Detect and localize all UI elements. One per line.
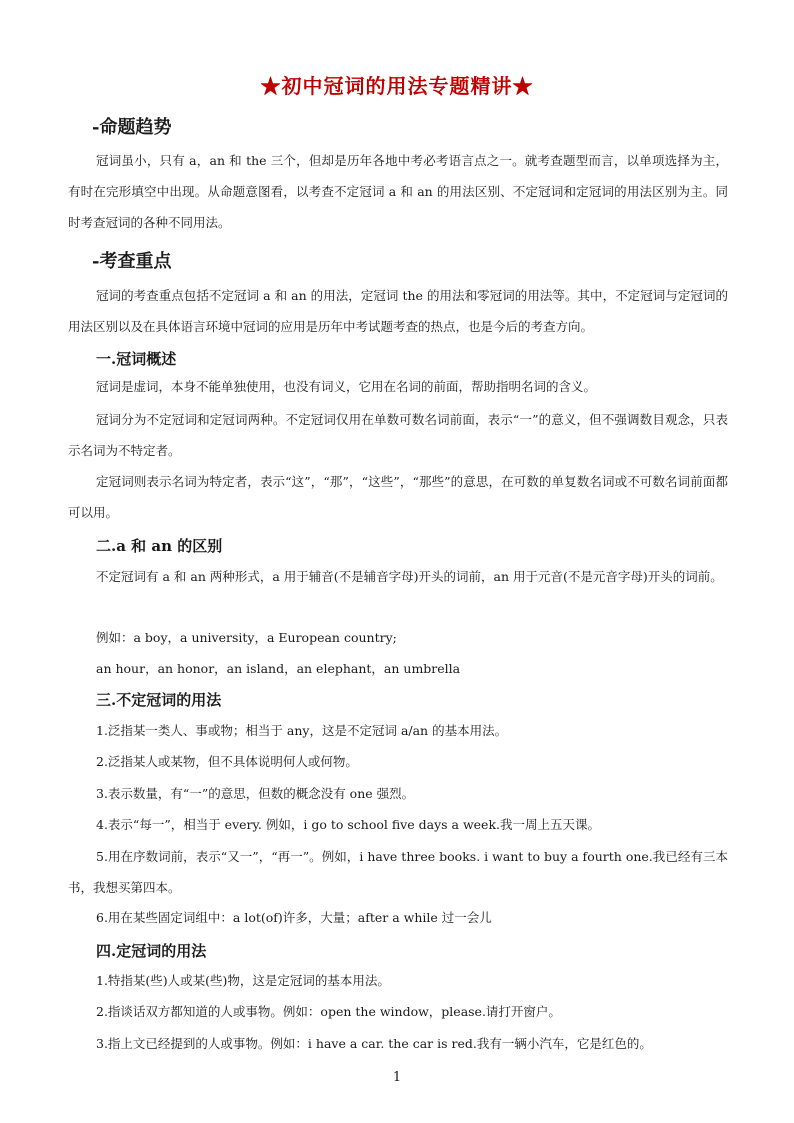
focus-paragraph: 冠词的考查重点包括不定冠词 a 和 an 的用法，定冠词 the 的用法和零冠词的用法等。其中，不定冠词与定冠词的用法区别以及在具体语言环境中冠词的应用是历年中考试题考查的热点，也是今后的考查方向。	[68, 288, 728, 334]
section-3-item-2: 2.泛指某人或某物，但不具体说明何人或何物。	[96, 754, 358, 769]
page-number: 1	[392, 1070, 402, 1085]
section-3-item-3: 3.表示数量，有“一”的意思，但数的概念没有 one 强烈。	[96, 786, 415, 801]
section-4-item-1: 1.特指某(些)人或某(些)物，这是定冠词的基本用法。	[96, 973, 390, 988]
trend-heading: -命题趋势	[92, 117, 172, 138]
section-2-heading: 二.a 和 an 的区别	[96, 537, 223, 555]
section-1-paragraph-1: 冠词是虚词，本身不能单独使用，也没有词义，它用在名词的前面，帮助指明名词的含义。	[96, 379, 597, 394]
section-3-heading: 三.不定冠词的用法	[96, 691, 222, 709]
section-3-item-6: 6.用在某些固定词组中：a lot(of)许多，大量；after a while 过一会儿	[96, 910, 492, 925]
focus-heading: -考查重点	[92, 251, 172, 272]
section-3-item-1: 1.泛指某一类人、事或物；相当于 any，这是不定冠词 a/an 的基本用法。	[96, 723, 508, 738]
section-4-item-3: 3.指上文已经提到的人或事物。例如：i have a car. the car is red.我有一辆小汽车，它是红色的。	[96, 1036, 652, 1051]
section-3-item-5: 5.用在序数词前，表示“又一”，“再一”。例如，i have three books. i want to buy a fourth one.我已经有三本书，我想买第四本。	[68, 849, 728, 895]
section-4-heading: 四.定冠词的用法	[96, 942, 207, 960]
section-1-paragraph-2: 冠词分为不定冠词和定冠词两种。不定冠词仅用在单数可数名词前面，表示“一”的意义，但不强调数目观念，只表示名词为不特定者。	[68, 412, 728, 458]
trend-paragraph: 冠词虽小，只有 a，an 和 the 三个，但却是历年各地中考必考语言点之一。就考查题型而言，以单项选择为主，有时在完形填空中出现。从命题意图看，以考查不定冠词 a 和 an 的用法区别、不定冠词和定冠词的用法区别为主。同时考查冠词的各种不同用法。	[68, 153, 728, 230]
section-1-paragraph-3: 定冠词则表示名词为特定者，表示“这”，“那”，“这些”，“那些”的意思，在可数的单复数名词或不可数名词前面都可以用。	[68, 474, 728, 520]
section-2-example-2: an hour，an honor，an island，an elephant，an umbrella	[96, 661, 461, 676]
page-title: ★初中冠词的用法专题精讲★	[260, 74, 534, 98]
section-1-heading: 一.冠词概述	[96, 350, 177, 368]
section-2-example-1: 例如：a boy，a university，a European country;	[96, 630, 397, 645]
section-4-item-2: 2.指谈话双方都知道的人或事物。例如：open the window，please.请打开窗户。	[96, 1004, 561, 1019]
section-3-item-4: 4.表示“每一”，相当于 every. 例如，i go to school five days a week.我一周上五天课。	[96, 817, 600, 832]
section-2-paragraph-1: 不定冠词有 a 和 an 两种形式，a 用于辅音(不是辅音字母)开头的词前，an 用于元音(不是元音字母)开头的词前。	[96, 569, 723, 584]
